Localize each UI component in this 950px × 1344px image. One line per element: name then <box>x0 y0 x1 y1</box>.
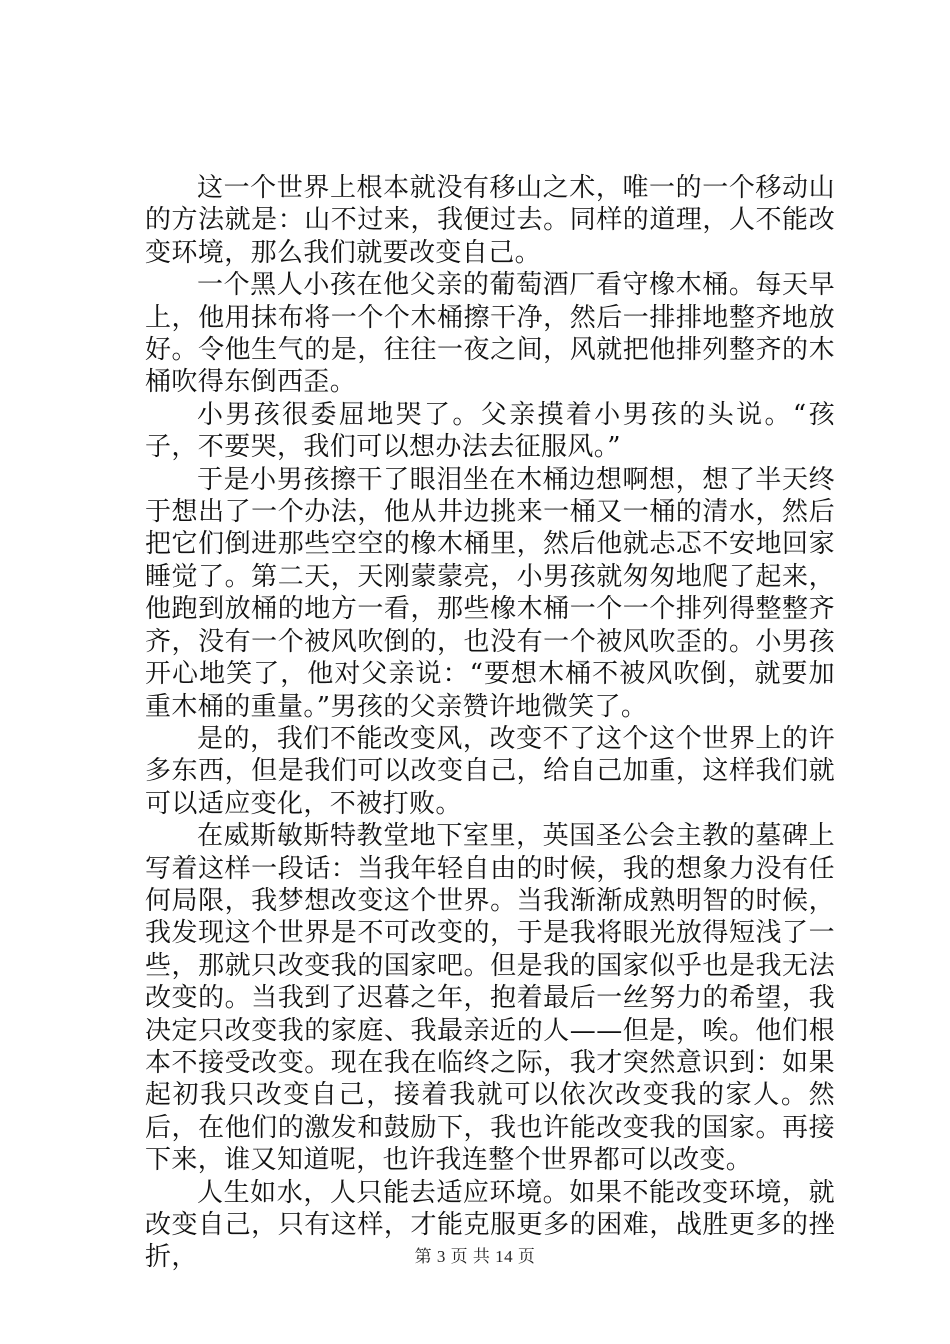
paragraph: 一个黑人小孩在他父亲的葡萄酒厂看守橡木桶。每天早上，他用抹布将一个个木桶擦干净，然后一排排地整齐地放好。令他生气的是，往往一夜之间，风就把他排列整齐的木桶吹得东倒西歪。 <box>145 270 835 398</box>
paragraph: 人生如水，人只能去适应环境。如果不能改变环境，就改变自己，只有这样，才能克服更多的困难，战胜更多的挫折， <box>145 1177 835 1273</box>
paragraph: 是的，我们不能改变风，改变不了这个这个世界上的许多东西，但是我们可以改变自己，给自己加重，这样我们就可以适应变化，不被打败。 <box>145 723 835 819</box>
paragraph: 于是小男孩擦干了眼泪坐在木桶边想啊想，想了半天终于想出了一个办法，他从井边挑来一桶又一桶的清水，然后把它们倒进那些空空的橡木桶里，然后他就忐忑不安地回家睡觉了。第二天，天刚蒙蒙亮，小男孩就匆匆地爬了起来，他跑到放桶的地方一看，那些橡木桶一个一个排列得整整齐齐，没有一个被风吹倒的，也没有一个被风吹歪的。小男孩开心地笑了，他对父亲说：“要想木桶不被风吹倒，就要加重木桶的重量。”男孩的父亲赞许地微笑了。 <box>145 464 835 722</box>
page-number-footer: 第 3 页 共 14 页 <box>414 1247 536 1266</box>
document-body <box>145 172 835 1274</box>
paragraph: 这一个世界上根本就没有移山之术，唯一的一个移动山的方法就是：山不过来，我便过去。同样的道理，人不能改变环境，那么我们就要改变自己。 <box>145 173 835 268</box>
paragraph: 在威斯敏斯特教堂地下室里，英国圣公会主教的墓碑上写着这样一段话：当我年轻自由的时候，我的想象力没有任何局限，我梦想改变这个世界。当我渐渐成熟明智的时候，我发现这个世界是不可改变的，于是我将眼光放得短浅了一些，那就只改变我的国家吧。但是我的国家似乎也是我无法改变的。当我到了迟暮之年，抱着最后一丝努力的希望，我决定只改变我的家庭、我最亲近的人——但是，唉。他们根本不接受改变。现在我在临终之际，我才突然意识到：如果起初我只改变自己，接着我就可以依次改变我的家人。然后，在他们的激发和鼓励下，我也许能改变我的国家。再接下来，谁又知道呢，也许我连整个世界都可以改变。 <box>145 821 835 1176</box>
paragraph: 小男孩很委屈地哭了。父亲摸着小男孩的头说。“孩子，不要哭，我们可以想办法去征服风。” <box>145 399 835 463</box>
